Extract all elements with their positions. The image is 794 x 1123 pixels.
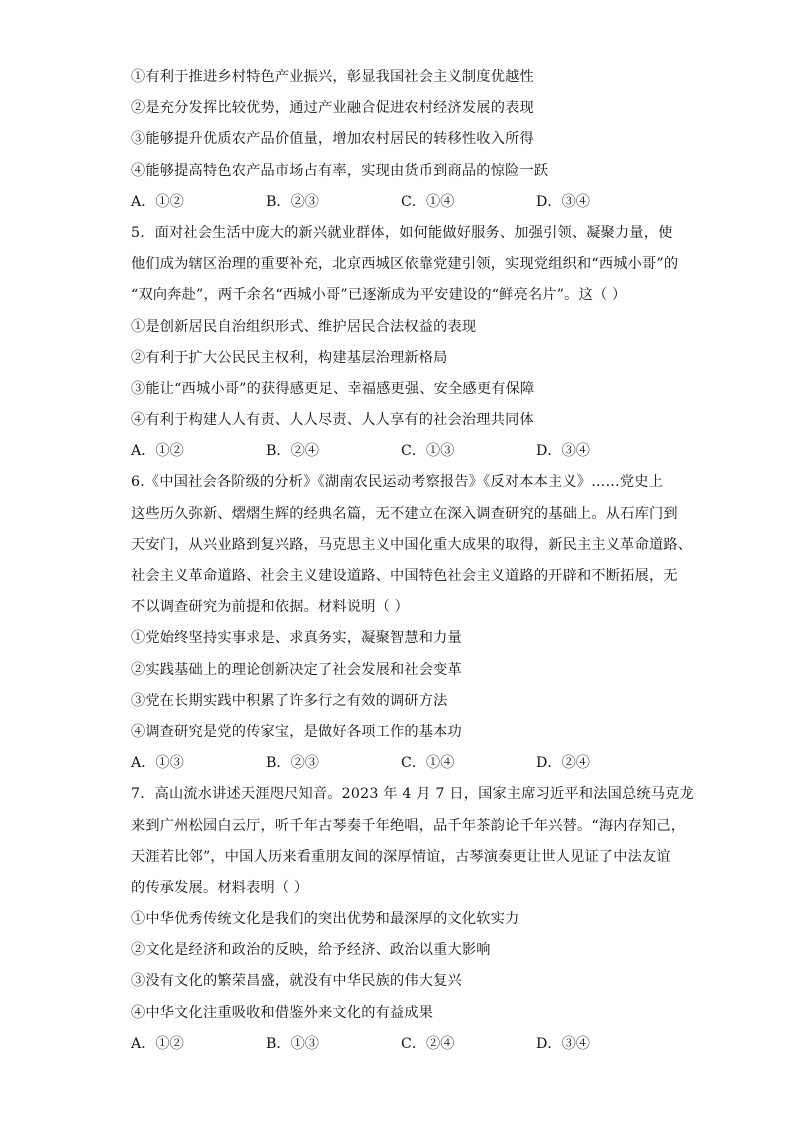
option-d: D．③④ [536, 1035, 590, 1052]
statement-4: ④能够提高特色农产品市场占有率，实现由货币到商品的惊险一跃 [131, 162, 549, 179]
question-list [131, 62, 694, 1060]
option-c: C．②④ [401, 1035, 455, 1052]
question-stem-line: 7．高山流水讲述天涯咫尺知音。2023 年 4 月 7 日，国家主席习近平和法国总统马克龙 [131, 786, 694, 803]
answer-options [131, 436, 671, 467]
statement-1: ①中华优秀传统文化是我们的突出优势和最深厚的文化软实力 [131, 911, 520, 928]
statement-3: ③没有文化的繁荣昌盛，就没有中华民族的伟大复兴 [131, 973, 462, 990]
question-6 [131, 467, 693, 779]
question-7 [131, 779, 694, 1060]
option-b: B．②③ [266, 755, 319, 772]
question-stem-line: 来到广州松园白云厅，听千年古琴奏千年绝唱，品千年茶韵论千年兴替。“海内存知己， [131, 817, 686, 834]
answer-options [131, 1029, 671, 1060]
statement-2: ②文化是经济和政治的反映，给予经济、政治以重大影响 [131, 942, 491, 959]
question-stem-line: 的传承发展。材料表明（ ） [131, 879, 309, 896]
statement-1: ①党始终坚持实事求是、求真务实，凝聚智慧和力量 [131, 630, 462, 647]
statement-2: ②实践基础上的理论创新决定了社会发展和社会变革 [131, 661, 462, 678]
question-stem-line: 不以调查研究为前提和依据。材料说明（ ） [131, 599, 410, 616]
statement-4: ④调查研究是党的传家宝，是做好各项工作的基本功 [131, 723, 462, 740]
statement-3: ③党在长期实践中积累了许多行之有效的调研方法 [131, 692, 448, 709]
question-stem-line: 这些历久弥新、熠熠生辉的经典名篇，无不建立在深入调查研究的基础上。从石库门到 [131, 505, 678, 522]
question-stem-line: 5．面对社会生活中庞大的新兴就业群体，如何能做好服务、加强引领、凝聚力量，使 [131, 224, 673, 241]
statement-2: ②有利于扩大公民民主权利，构建基层治理新格局 [131, 349, 448, 366]
statement-2: ②是充分发挥比较优势，通过产业融合促进农村经济发展的表现 [131, 100, 534, 117]
question-5 [131, 218, 679, 468]
statement-3: ③能让“西城小哥”的获得感更足、幸福感更强、安全感更有保障 [131, 380, 535, 397]
question-stem-line: 他们成为辖区治理的重要补充，北京西城区依靠党建引领，实现党组织和“西城小哥”的 [131, 256, 679, 273]
answer-options [131, 748, 671, 779]
question-stem-line: 社会主义革命道路、社会主义建设道路、中国特色社会主义道路的开辟和不断拓展，无 [131, 568, 678, 584]
option-b: B．①③ [266, 1035, 319, 1052]
question-4 [131, 62, 671, 218]
option-a: A．①② [131, 1035, 184, 1052]
option-c: C．①③ [401, 443, 455, 460]
statement-1: ①有利于推进乡村特色产业振兴，彰显我国社会主义制度优越性 [131, 69, 534, 85]
option-a: A．①③ [131, 755, 184, 772]
option-a: A．①② [131, 193, 184, 210]
statement-4: ④中华文化注重吸收和借鉴外来文化的有益成果 [131, 1004, 434, 1021]
statement-1: ①是创新居民自治组织形式、维护居民合法权益的表现 [131, 318, 477, 335]
option-a: A．①② [131, 443, 184, 460]
option-b: B．②④ [266, 443, 319, 460]
option-c: C．①④ [401, 193, 455, 210]
statement-4: ④有利于构建人人有责、人人尽责、人人享有的社会治理共同体 [131, 412, 534, 429]
statement-3: ③能够提升优质农产品价值量，增加农村居民的转移性收入所得 [131, 131, 534, 148]
option-c: C．①④ [401, 755, 455, 772]
question-stem-line: “双向奔赴”，两千余名“西城小哥”已逐渐成为平安建设的“鲜亮名片”。这（ ） [131, 287, 627, 304]
option-d: D．③④ [536, 193, 590, 210]
question-stem-line: 天涯若比邻”，中国人历来看重朋友间的深厚情谊，古琴演奏更让世人见证了中法友谊 [131, 848, 671, 865]
question-stem-line: 天安门，从兴业路到复兴路，马克思主义中国化重大成果的取得，新民主主义革命道路、 [131, 536, 693, 553]
option-b: B．②③ [266, 193, 319, 210]
option-d: D．③④ [536, 443, 590, 460]
option-d: D．②④ [536, 755, 590, 772]
answer-options [131, 187, 671, 218]
question-stem-line: 6.《中国社会各阶级的分析》《湖南农民运动考察报告》《反对本本主义》……党史上 [131, 474, 664, 491]
